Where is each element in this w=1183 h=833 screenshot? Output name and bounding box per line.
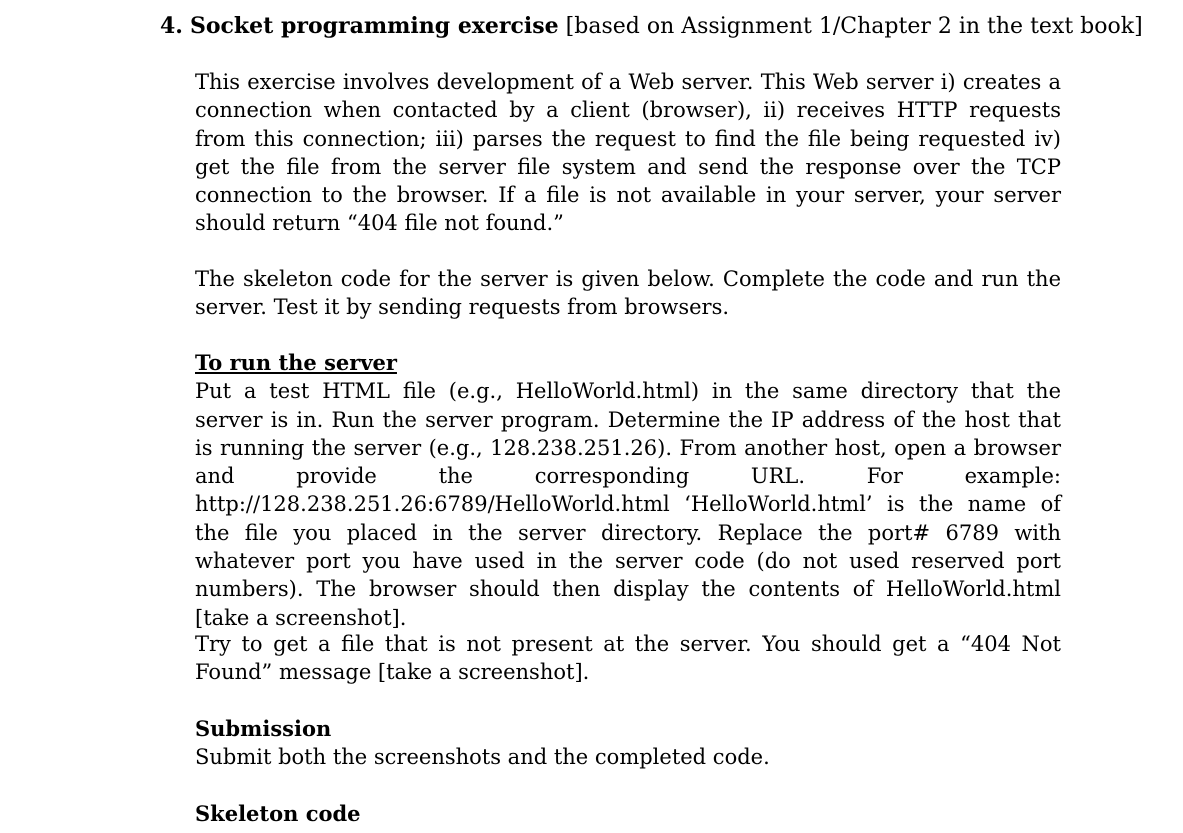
not-found-text: Try to get a file that is not present at the server. You should get a “404 Not Found” message [take a screenshot]. (195, 632, 1061, 685)
skeleton-section (195, 800, 1061, 828)
exercise-title: Socket programming exercise (189, 13, 559, 39)
run-server-text: Put a test HTML file (e.g., HelloWorld.html) in the same directory that the server is in. Run the server program. Determine the IP address of the host that is running the server (e.g., 128.238.251.26). From another host, open a browser and provide the corresponding URL. For example: http://128.238.251.26:6789/HelloWorld.html ‘HelloWorld.html’ is the name of the file you placed in the server directory. Replace the port# 6789 with whatever port you have used in the server code (do not used reserved port numbers). The browser should then display the contents of HelloWorld.html [take a screenshot]. (195, 379, 1061, 630)
exercise-heading (160, 12, 1143, 41)
exercise-number: 4. (160, 13, 183, 39)
submission-section (195, 715, 1061, 772)
skeleton-heading: Skeleton code (195, 801, 361, 826)
exercise-subtitle: [based on Assignment 1/Chapter 2 in the text book] (565, 14, 1143, 39)
skeleton-intro-paragraph (195, 265, 1061, 322)
intro-paragraph (195, 68, 1061, 238)
skeleton-intro-text: The skeleton code for the server is given below. Complete the code and run the server. Test it by sending requests from browsers. (195, 267, 1061, 320)
not-found-paragraph (195, 630, 1061, 687)
intro-text: This exercise involves development of a Web server. This Web server i) creates a connection when contacted by a client (browser), ii) receives HTTP requests from this connection; iii) parses the request to find the file being requested iv) get the file from the server file system and send the response over the TCP connection to the browser. If a file is not available in your server, your server should return “404 file not found.” (195, 70, 1061, 236)
submission-heading: Submission (195, 716, 332, 741)
run-server-heading: To run the server (195, 350, 397, 375)
submission-text: Submit both the screenshots and the completed code. (195, 745, 770, 770)
run-server-section (195, 349, 1061, 632)
